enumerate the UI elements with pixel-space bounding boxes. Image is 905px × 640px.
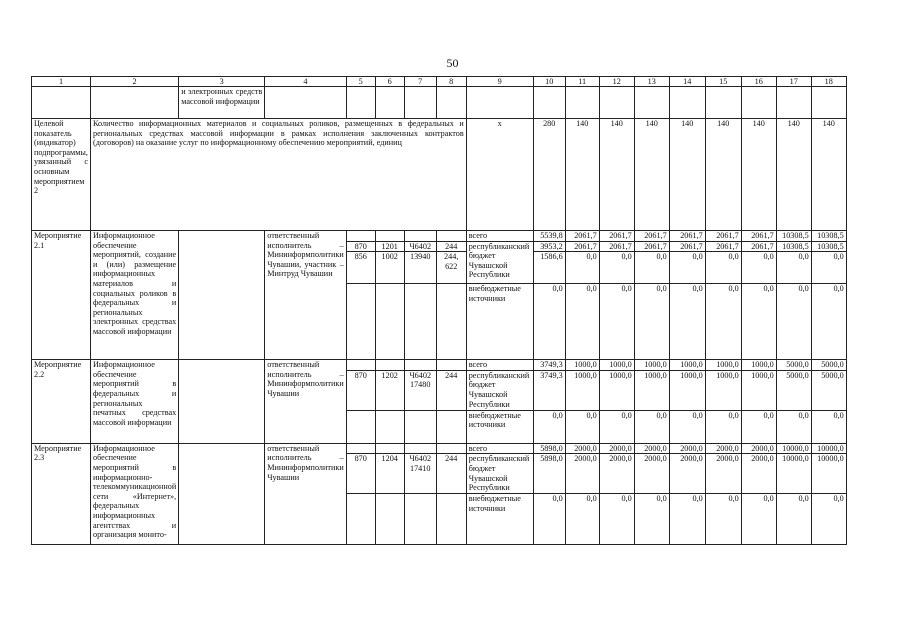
source-value: 10000,0 [776, 454, 811, 494]
source-value: 1000,0 [634, 360, 669, 371]
source-value: 5000,0 [811, 370, 846, 410]
source-value: 5000,0 [776, 370, 811, 410]
header-cell: 2 [90, 77, 178, 87]
source-value: 2000,0 [599, 454, 634, 494]
source-value: 0,0 [776, 494, 811, 545]
source-value: 2061,7 [669, 241, 705, 252]
indicator-value: 140 [634, 119, 669, 231]
source-value: 10000,0 [811, 443, 846, 454]
source-value: 10308,5 [811, 231, 846, 242]
source-value: 1000,0 [634, 370, 669, 410]
source-value: 0,0 [565, 494, 599, 545]
header-cell: 9 [466, 77, 533, 87]
source-value: 2061,7 [705, 241, 741, 252]
measure-responsible: ответственный исполнитель – Мининформполитики Чувашии [265, 360, 347, 444]
code-grbs: 870 [346, 370, 375, 410]
code-grbs: 870 [346, 454, 375, 494]
source-value: 2000,0 [599, 443, 634, 454]
source-value: 5000,0 [776, 360, 811, 371]
measure-row [32, 231, 847, 242]
source-name: всего [466, 360, 533, 371]
measure-label: Мероприятие 2.1 [32, 231, 91, 360]
indicator-value: 140 [811, 119, 846, 231]
source-value: 0,0 [776, 252, 811, 284]
source-value: 2000,0 [669, 443, 705, 454]
header-cell: 3 [179, 77, 265, 87]
source-value: 0,0 [599, 494, 634, 545]
measure-description: Информационное обеспечение мероприятий в федеральных и региональных печатных средствах массовой информации [90, 360, 178, 444]
code-vr: 244 [436, 241, 466, 252]
source-value: 0,0 [811, 494, 846, 545]
indicator-row [32, 119, 847, 231]
source-value: 1000,0 [705, 360, 741, 371]
source-value: 5898,0 [533, 454, 565, 494]
page-number: 50 [446, 56, 459, 70]
source-value: 0,0 [811, 252, 846, 284]
source-name: внебюджетные источники [466, 410, 533, 443]
source-value: 0,0 [741, 494, 776, 545]
source-value: 2061,7 [705, 231, 741, 242]
source-value: 0,0 [599, 252, 634, 284]
source-name: всего [466, 231, 533, 242]
source-value: 0,0 [634, 410, 669, 443]
carry-over-text: и электронных средств массовой информации [179, 87, 265, 119]
indicator-value: 140 [741, 119, 776, 231]
source-value: 0,0 [705, 410, 741, 443]
measure-label: Мероприятие 2.3 [32, 443, 91, 545]
source-value: 1000,0 [599, 360, 634, 371]
source-name: внебюджетные источники [466, 284, 533, 360]
measure-responsible: ответственный исполнитель – Мининформполитики Чувашии [265, 443, 347, 545]
source-value: 2061,7 [565, 241, 599, 252]
code-vr: 244 [436, 454, 466, 494]
source-value: 10308,5 [776, 241, 811, 252]
code-rz: 1201 [375, 241, 404, 252]
source-value: 10000,0 [776, 443, 811, 454]
measure-responsible: ответственный исполнитель – Мининформполитики Чувашии, участник – Минтруд Чувашии [265, 231, 347, 360]
code-csr: Ч6402 [404, 241, 436, 252]
source-value: 0,0 [533, 410, 565, 443]
measure-row [32, 443, 847, 454]
source-value: 1000,0 [741, 360, 776, 371]
source-value: 0,0 [634, 252, 669, 284]
source-value: 1000,0 [705, 370, 741, 410]
measure-row [32, 360, 847, 371]
source-value: 2000,0 [741, 443, 776, 454]
code-rz: 1202 [375, 370, 404, 410]
source-value: 0,0 [705, 252, 741, 284]
source-name: республиканский бюджет Чувашской Республики [466, 241, 533, 284]
source-value: 0,0 [705, 494, 741, 545]
source-value: 0,0 [741, 410, 776, 443]
source-value: 1000,0 [741, 370, 776, 410]
header-cell: 5 [346, 77, 375, 87]
source-value: 2000,0 [705, 454, 741, 494]
code-csr: 13940 [404, 252, 436, 284]
source-value: 0,0 [705, 284, 741, 360]
source-value: 0,0 [565, 284, 599, 360]
carry-over-row [32, 87, 847, 119]
header-cell: 10 [533, 77, 565, 87]
source-value: 0,0 [599, 410, 634, 443]
source-value: 2061,7 [669, 231, 705, 242]
source-name: республиканский бюджет Чувашской Республики [466, 454, 533, 494]
source-value: 0,0 [741, 284, 776, 360]
header-cell: 16 [741, 77, 776, 87]
header-cell: 7 [404, 77, 436, 87]
indicator-value: 140 [599, 119, 634, 231]
source-value: 2000,0 [741, 454, 776, 494]
source-value: 1586,6 [533, 252, 565, 284]
header-cell: 15 [705, 77, 741, 87]
source-value: 2061,7 [565, 231, 599, 242]
indicator-value: 140 [705, 119, 741, 231]
source-value: 2000,0 [634, 454, 669, 494]
code-csr: Ч6402 17410 [404, 454, 436, 494]
source-value: 10000,0 [811, 454, 846, 494]
source-value: 0,0 [669, 410, 705, 443]
measure-description: Информационное обеспечение мероприятий, создание и (или) размещение информационных материалов и социальных роликов в федеральных и региональных электронных средствах массовой информации [90, 231, 178, 360]
measure-label: Мероприятие 2.2 [32, 360, 91, 444]
indicator-label: Целевой показатель (индикатор) подпрограммы, увязанный с основным мероприятием 2 [32, 119, 91, 231]
budget-table [31, 76, 847, 545]
source-name: всего [466, 443, 533, 454]
indicator-value: 140 [565, 119, 599, 231]
source-name: республиканский бюджет Чувашской Республики [466, 370, 533, 410]
source-value: 0,0 [634, 494, 669, 545]
source-value: 2061,7 [741, 241, 776, 252]
code-rz: 1002 [375, 252, 404, 284]
source-value: 0,0 [634, 284, 669, 360]
source-value: 0,0 [533, 494, 565, 545]
source-value: 0,0 [565, 252, 599, 284]
source-value: 10308,5 [776, 231, 811, 242]
source-value: 0,0 [741, 252, 776, 284]
source-value: 0,0 [599, 284, 634, 360]
source-value: 5000,0 [811, 360, 846, 371]
header-cell: 6 [375, 77, 404, 87]
header-cell: 18 [811, 77, 846, 87]
indicator-value: 280 [533, 119, 565, 231]
source-value: 2000,0 [565, 454, 599, 494]
indicator-description: Количество информационных материалов и социальных роликов, размещенных в федеральных и региональных средствах массовой информации в рамках исполнения заключенных контрактов (договоров) на оказание услуг по информационному обеспечению мероприятий, единиц [90, 119, 466, 231]
source-value: 2061,7 [599, 231, 634, 242]
indicator-value: 140 [669, 119, 705, 231]
source-value: 0,0 [669, 494, 705, 545]
source-value: 2000,0 [565, 443, 599, 454]
source-name: внебюджетные источники [466, 494, 533, 545]
code-vr: 244 [436, 370, 466, 410]
indicator-col9: x [466, 119, 533, 231]
header-cell: 14 [669, 77, 705, 87]
source-value: 0,0 [811, 410, 846, 443]
source-value: 3749,3 [533, 360, 565, 371]
source-value: 1000,0 [565, 370, 599, 410]
indicator-value: 140 [776, 119, 811, 231]
source-value: 0,0 [533, 284, 565, 360]
source-value: 10308,5 [811, 241, 846, 252]
source-value: 1000,0 [565, 360, 599, 371]
source-value: 3749,3 [533, 370, 565, 410]
header-cell: 4 [265, 77, 347, 87]
source-value: 2000,0 [705, 443, 741, 454]
source-value: 0,0 [565, 410, 599, 443]
source-value: 2000,0 [634, 443, 669, 454]
header-cell: 1 [32, 77, 91, 87]
header-cell: 8 [436, 77, 466, 87]
header-cell: 11 [565, 77, 599, 87]
source-value: 1000,0 [599, 370, 634, 410]
source-value: 2061,7 [599, 241, 634, 252]
source-value: 2000,0 [669, 454, 705, 494]
source-value: 5898,0 [533, 443, 565, 454]
code-grbs: 870 [346, 241, 375, 252]
source-value: 0,0 [776, 410, 811, 443]
source-value: 1000,0 [669, 360, 705, 371]
source-value: 5539,8 [533, 231, 565, 242]
source-value: 2061,7 [634, 231, 669, 242]
code-grbs: 856 [346, 252, 375, 284]
source-value: 2061,7 [634, 241, 669, 252]
source-value: 0,0 [776, 284, 811, 360]
source-value: 1000,0 [669, 370, 705, 410]
code-csr: Ч6402 17480 [404, 370, 436, 410]
source-value: 0,0 [669, 284, 705, 360]
source-value: 0,0 [811, 284, 846, 360]
header-cell: 17 [776, 77, 811, 87]
source-value: 0,0 [669, 252, 705, 284]
header-cell: 13 [634, 77, 669, 87]
source-value: 3953,2 [533, 241, 565, 252]
measure-description: Информационное обеспечение мероприятий в информационно-телекоммуникационной сети «Интернет», федеральных информационных агентствах и организация монито- [90, 443, 178, 545]
source-value: 2061,7 [741, 231, 776, 242]
code-vr: 244, 622 [436, 252, 466, 284]
header-numbers-row [32, 77, 847, 87]
code-rz: 1204 [375, 454, 404, 494]
header-cell: 12 [599, 77, 634, 87]
